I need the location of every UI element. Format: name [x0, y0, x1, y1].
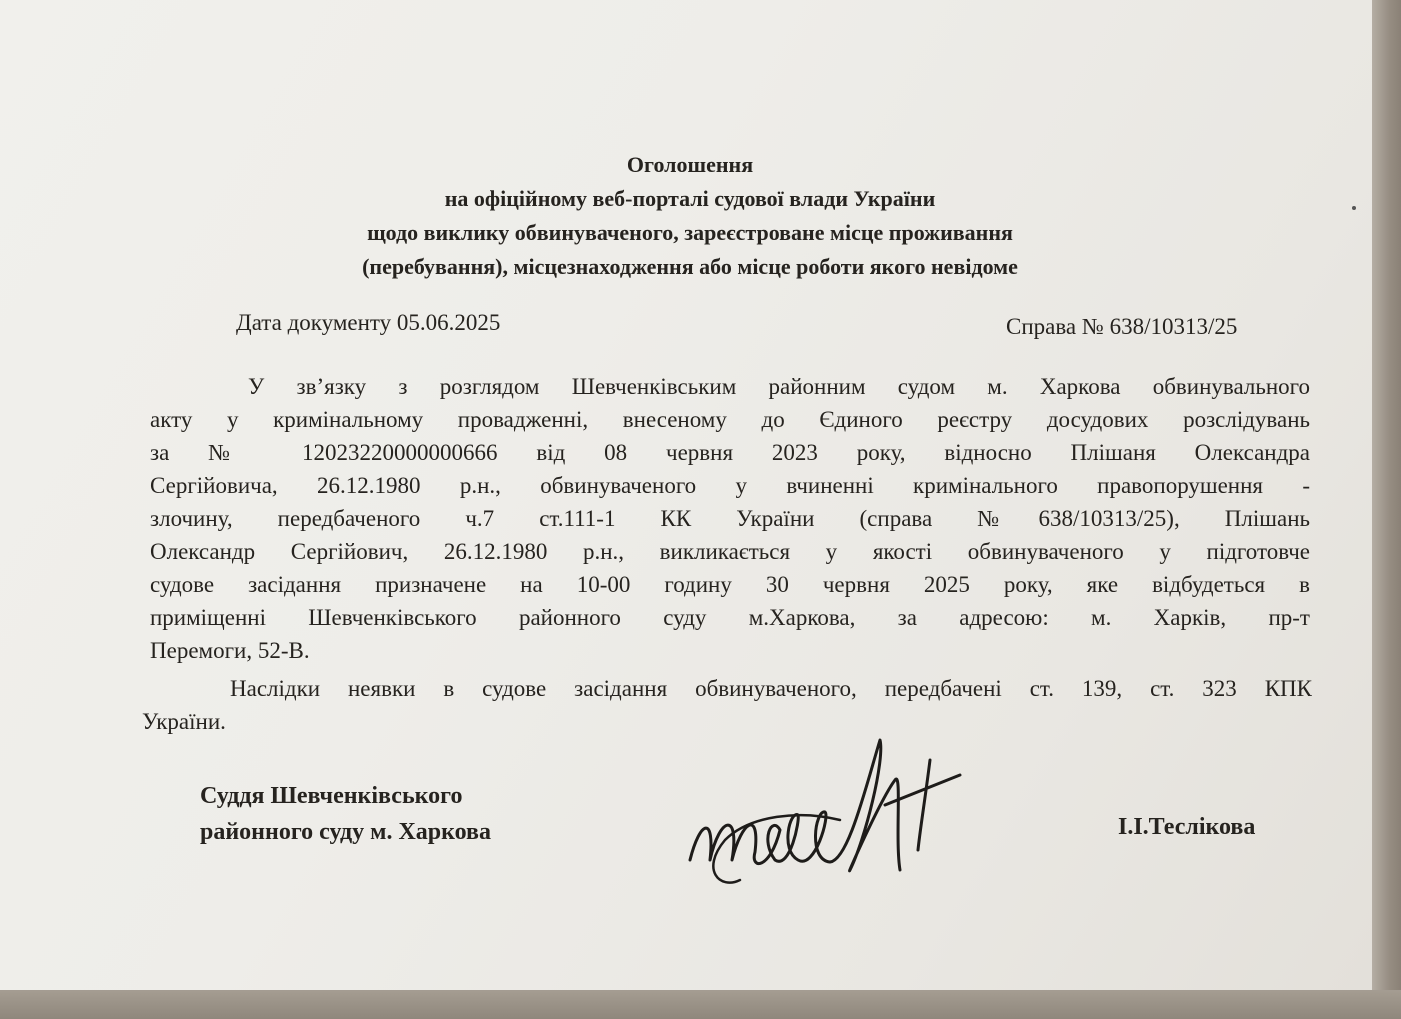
title-line-2: на офіційному веб-порталі судової влади України — [444, 186, 936, 211]
paragraph-line: Сергійовича, 26.12.1980 р.н., обвинуваченого у вчиненні кримінального правопорушення - — [150, 473, 1310, 498]
title-line-3: щодо виклику обвинуваченого, зареєстроване місце проживання — [367, 220, 1013, 245]
title-line-1: Оголошення — [626, 152, 754, 177]
judge-title-line-1: Суддя Шевченківського — [200, 783, 463, 809]
handwritten-signature — [680, 720, 980, 900]
paragraph-line: акту у кримінальному провадженні, внесеному до Єдиного реєстру досудових розслідувань — [150, 407, 1310, 432]
paragraph-line: приміщенні Шевченківського районного суду м.Харкова, за адресою: м. Харків, пр-т — [150, 605, 1310, 630]
desk-edge-bottom — [0, 990, 1401, 1019]
paragraph-line: Олександр Сергійович, 26.12.1980 р.н., викликається у якості обвинуваченого у підготовче — [150, 539, 1310, 564]
document-date: Дата документу 05.06.2025 — [236, 310, 501, 335]
paragraph-line: У зв’язку з розглядом Шевченківським районним судом м. Харкова обвинувального — [248, 374, 1310, 399]
paragraph-line: Перемоги, 52-В. — [150, 638, 310, 663]
judge-title — [200, 778, 491, 850]
judge-title-line-2: районного суду м. Харкова — [200, 819, 491, 845]
paragraph-line: судове засідання призначене на 10-00 годину 30 червня 2025 року, яке відбудеться в — [150, 572, 1310, 597]
paragraph-summons — [150, 370, 1310, 667]
paper-speck — [1352, 206, 1356, 210]
paragraph-line: Наслідки неявки в судове засідання обвинуваченого, передбачені ст. 139, ст. 323 КПК — [230, 676, 1312, 701]
document-title — [300, 148, 1080, 284]
paragraph-line: злочину, передбаченого ч.7 ст.111-1 КК України (справа №638/10313/25), Плішань — [150, 506, 1310, 531]
desk-edge-right — [1372, 0, 1401, 1019]
paragraph-line: України. — [142, 709, 226, 734]
title-line-4: (перебування), місцезнаходження або місце роботи якого невідоме — [362, 254, 1018, 279]
judge-name: І.І.Теслікова — [1118, 814, 1256, 840]
paragraph-line: за № 12023220000000666 від 08 червня 2023 року, відносно Плішаня Олександра — [150, 440, 1310, 465]
case-number: Справа № 638/10313/25 — [1006, 314, 1238, 339]
